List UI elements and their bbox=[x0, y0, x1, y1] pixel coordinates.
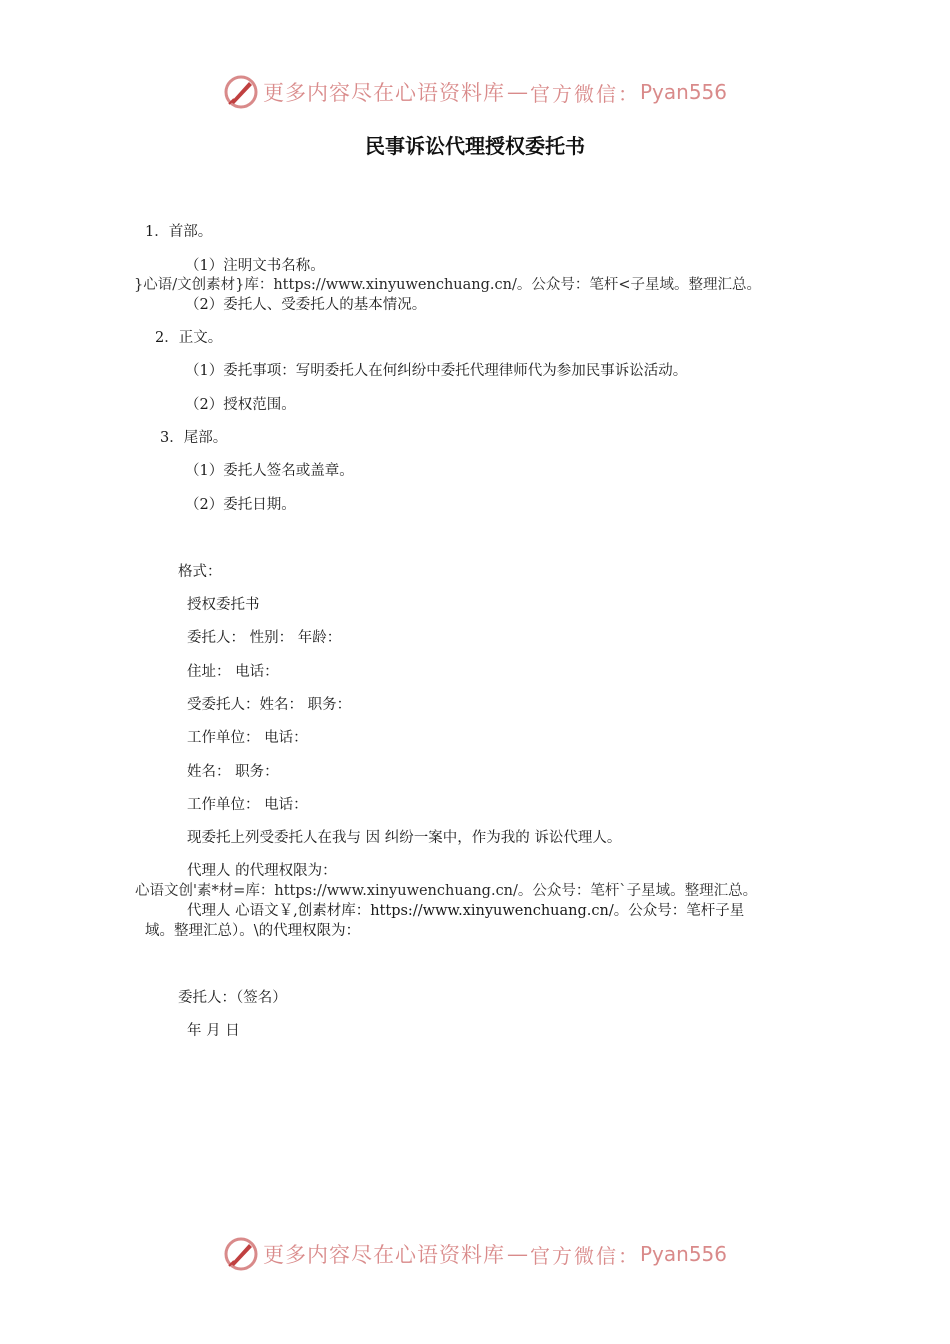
list-item: （2）委托人、受委托人的基本情况。 bbox=[185, 297, 427, 313]
banner-label: 官方微信： bbox=[529, 81, 640, 106]
form-field-row: 委托人： 性别： 年龄： bbox=[187, 630, 342, 646]
list-item: （1）注明文书名称。 bbox=[185, 258, 325, 274]
section-heading: 1．首部。 bbox=[145, 224, 213, 240]
signature-line: 委托人：（签名） bbox=[178, 990, 287, 1006]
watermark-text: }心语/文创素材}库：https://www.xinyuwenchuang.cn/。公众号：笔杆<子星域。整理汇总。 bbox=[134, 277, 762, 293]
watermark-text: 心语文创'素*材=库：https://www.xinyuwenchuang.cn/。公众号：笔杆`子星域。整理汇总。 bbox=[135, 883, 758, 899]
form-field-row: 住址： 电话： bbox=[187, 664, 279, 680]
date-line: 年 月 日 bbox=[187, 1023, 240, 1039]
quill-logo-icon bbox=[223, 1236, 259, 1272]
header-banner bbox=[0, 70, 950, 114]
list-item: （1）委托人签名或盖章。 bbox=[185, 463, 354, 479]
format-label: 格式： bbox=[178, 564, 222, 580]
banner-text: 更多内容尽在心语资料库 bbox=[262, 1243, 505, 1267]
form-paragraph: 代理人 心语文￥,创素材库：https://www.xinyuwenchuang.cn/。公众号：笔杆子星 bbox=[187, 903, 745, 919]
form-field-row: 工作单位： 电话： bbox=[187, 730, 308, 746]
banner-text: 更多内容尽在心语资料库 bbox=[262, 81, 505, 105]
document-title: 民事诉讼代理授权委托书 bbox=[365, 134, 585, 158]
form-paragraph: 域。整理汇总）。\的代理权限为： bbox=[145, 923, 361, 939]
quill-logo-icon bbox=[223, 74, 259, 110]
form-field-row: 姓名： 职务： bbox=[187, 764, 279, 780]
form-field-row: 工作单位： 电话： bbox=[187, 797, 308, 813]
list-item: （2）授权范围。 bbox=[185, 397, 296, 413]
form-paragraph: 代理人 的代理权限为： bbox=[187, 863, 337, 879]
section-heading: 3．尾部。 bbox=[160, 430, 228, 446]
footer-banner bbox=[0, 1232, 950, 1276]
banner-separator: — bbox=[506, 80, 528, 104]
banner-wechat-id: Pyan556 bbox=[639, 1242, 727, 1266]
form-field-row: 受委托人：姓名： 职务： bbox=[187, 697, 352, 713]
list-item: （2）委托日期。 bbox=[185, 497, 296, 513]
banner-label: 官方微信： bbox=[529, 1243, 640, 1268]
banner-separator: — bbox=[506, 1242, 528, 1266]
banner-wechat-id: Pyan556 bbox=[639, 80, 727, 104]
list-item: （1）委托事项：写明委托人在何纠纷中委托代理律师代为参加民事诉讼活动。 bbox=[185, 363, 688, 379]
form-paragraph: 现委托上列受委托人在我与 因 纠纷一案中，作为我的 诉讼代理人。 bbox=[187, 830, 622, 846]
form-title: 授权委托书 bbox=[187, 597, 260, 613]
section-heading: 2．正文。 bbox=[155, 330, 223, 346]
